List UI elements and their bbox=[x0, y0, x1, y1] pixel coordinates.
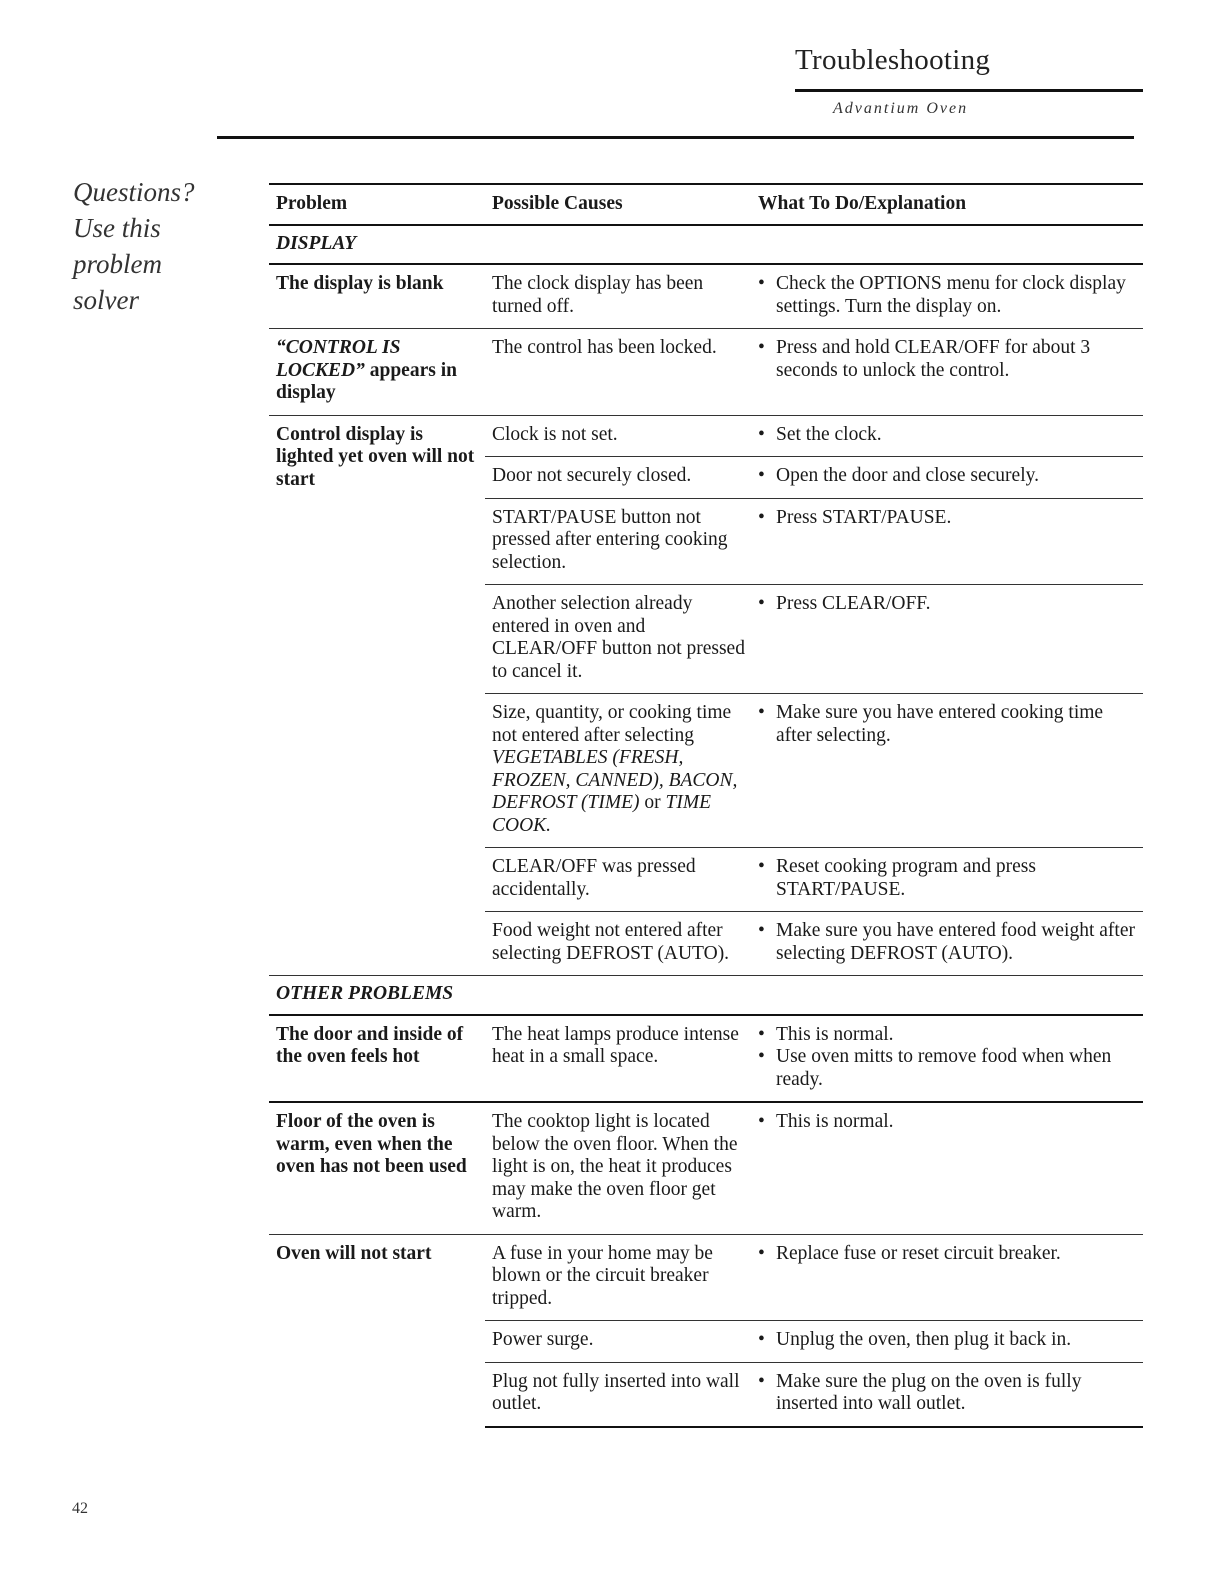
column-header-explanation: What To Do/Explanation bbox=[751, 184, 1143, 225]
fix-cell bbox=[751, 1015, 1143, 1103]
fix-cell bbox=[751, 1321, 1143, 1363]
section-other-problems bbox=[269, 976, 1143, 1015]
table-row bbox=[269, 329, 1143, 416]
problem-cell bbox=[269, 329, 485, 416]
fix-item: • This is normal. bbox=[758, 1111, 1143, 1134]
section-title: OTHER PROBLEMS bbox=[269, 976, 1143, 1015]
column-header-causes: Possible Causes bbox=[485, 184, 751, 225]
fix-item: • Make sure you have entered food weight after selecting DEFROST (AUTO). bbox=[758, 920, 1143, 965]
fix-cell bbox=[751, 329, 1143, 416]
problem-cell: Floor of the oven is warm, even when the oven has not been used bbox=[269, 1102, 485, 1234]
fix-cell bbox=[751, 1234, 1143, 1321]
cause-text: or bbox=[639, 792, 666, 813]
section-title: DISPLAY bbox=[269, 225, 1143, 265]
table-row bbox=[269, 415, 1143, 457]
fix-item: • This is normal. bbox=[758, 1024, 1143, 1047]
fix-item: • Press and hold CLEAR/OFF for about 3 seconds to unlock the control. bbox=[758, 337, 1143, 382]
fix-item: • Press CLEAR/OFF. bbox=[758, 593, 1143, 616]
fix-item: • Check the OPTIONS menu for clock display settings. Turn the display on. bbox=[758, 273, 1143, 318]
cause-cell bbox=[485, 694, 751, 848]
fix-item: • Make sure you have entered cooking time after selecting. bbox=[758, 702, 1143, 747]
fix-cell bbox=[751, 1102, 1143, 1234]
cause-cell: Clock is not set. bbox=[485, 415, 751, 457]
cause-cell: The clock display has been turned off. bbox=[492, 273, 704, 317]
fix-cell bbox=[751, 415, 1143, 457]
problem-emphasis: “CONTROL IS LOCKED” bbox=[276, 337, 401, 381]
cause-cell: Plug not fully inserted into wall outlet. bbox=[485, 1362, 751, 1427]
cause-cell: Power surge. bbox=[485, 1321, 751, 1363]
fix-item: • Reset cooking program and press START/PAUSE. bbox=[758, 856, 1143, 901]
cause-cell: Door not securely closed. bbox=[485, 457, 751, 499]
problem-cell: The display is blank bbox=[276, 273, 444, 294]
cause-cell: Food weight not entered after selecting DEFROST (AUTO). bbox=[485, 912, 751, 976]
sidebar-line: Questions? bbox=[73, 177, 195, 207]
fix-cell bbox=[751, 848, 1143, 912]
sidebar-line: solver bbox=[73, 285, 139, 315]
column-header-problem: Problem bbox=[269, 184, 485, 225]
problem-cell: Oven will not start bbox=[269, 1234, 485, 1427]
problem-cell: Control display is lighted yet oven will not start bbox=[269, 415, 485, 976]
sidebar-line: Use this bbox=[73, 213, 161, 243]
cause-cell: A fuse in your home may be blown or the circuit breaker tripped. bbox=[485, 1234, 751, 1321]
fix-item: • Replace fuse or reset circuit breaker. bbox=[758, 1243, 1143, 1266]
fix-item: • Set the clock. bbox=[758, 424, 1143, 447]
fix-cell bbox=[751, 1362, 1143, 1427]
table-row bbox=[269, 1234, 1143, 1321]
header-rule bbox=[795, 89, 1143, 92]
fix-item: • Make sure the plug on the oven is fully inserted into wall outlet. bbox=[758, 1371, 1143, 1416]
cause-cell: The cooktop light is located below the oven floor. When the light is on, the heat it produces may make the oven floor get warm. bbox=[485, 1102, 751, 1234]
page-subtitle: Advantium Oven bbox=[833, 100, 969, 117]
fix-item: • Use oven mitts to remove food when when ready. bbox=[758, 1046, 1143, 1091]
cause-emphasis: VEGETABLES (FRESH, FROZEN, CANNED), BACON, DEFROST (TIME) bbox=[492, 747, 738, 813]
table-row bbox=[269, 1102, 1143, 1234]
fix-cell bbox=[751, 694, 1143, 848]
problem-text: appears in display bbox=[276, 359, 457, 403]
table-row bbox=[269, 1015, 1143, 1103]
table-header-row bbox=[269, 184, 1143, 225]
cause-cell: START/PAUSE button not pressed after entering cooking selection. bbox=[485, 498, 751, 585]
cause-cell: The heat lamps produce intense heat in a small space. bbox=[492, 1023, 739, 1067]
cause-cell: CLEAR/OFF was pressed accidentally. bbox=[485, 848, 751, 912]
fix-item: • Unplug the oven, then plug it back in. bbox=[758, 1329, 1143, 1352]
table-row bbox=[269, 264, 1143, 329]
troubleshooting-table bbox=[269, 183, 1143, 1428]
problem-cell: The door and inside of the oven feels hot bbox=[276, 1023, 464, 1067]
cause-cell: The control has been locked. bbox=[485, 329, 751, 416]
sidebar-callout bbox=[73, 174, 233, 318]
section-display bbox=[269, 225, 1143, 265]
header-divider bbox=[217, 136, 1134, 139]
fix-cell bbox=[751, 498, 1143, 585]
cause-emphasis: TIME COOK. bbox=[492, 792, 711, 836]
fix-cell bbox=[751, 457, 1143, 499]
fix-item: • Open the door and close securely. bbox=[758, 465, 1143, 488]
fix-cell bbox=[751, 264, 1143, 329]
cause-cell: Another selection already entered in oven and CLEAR/OFF button not pressed to cancel it. bbox=[485, 585, 751, 694]
sidebar-line: problem bbox=[73, 249, 162, 279]
fix-item: • Press START/PAUSE. bbox=[758, 507, 1143, 530]
page-title: Troubleshooting bbox=[795, 44, 991, 76]
fix-cell bbox=[751, 585, 1143, 694]
cause-text: Size, quantity, or cooking time not entered after selecting bbox=[492, 702, 732, 746]
page-number: 42 bbox=[72, 1500, 88, 1517]
fix-cell bbox=[751, 912, 1143, 976]
